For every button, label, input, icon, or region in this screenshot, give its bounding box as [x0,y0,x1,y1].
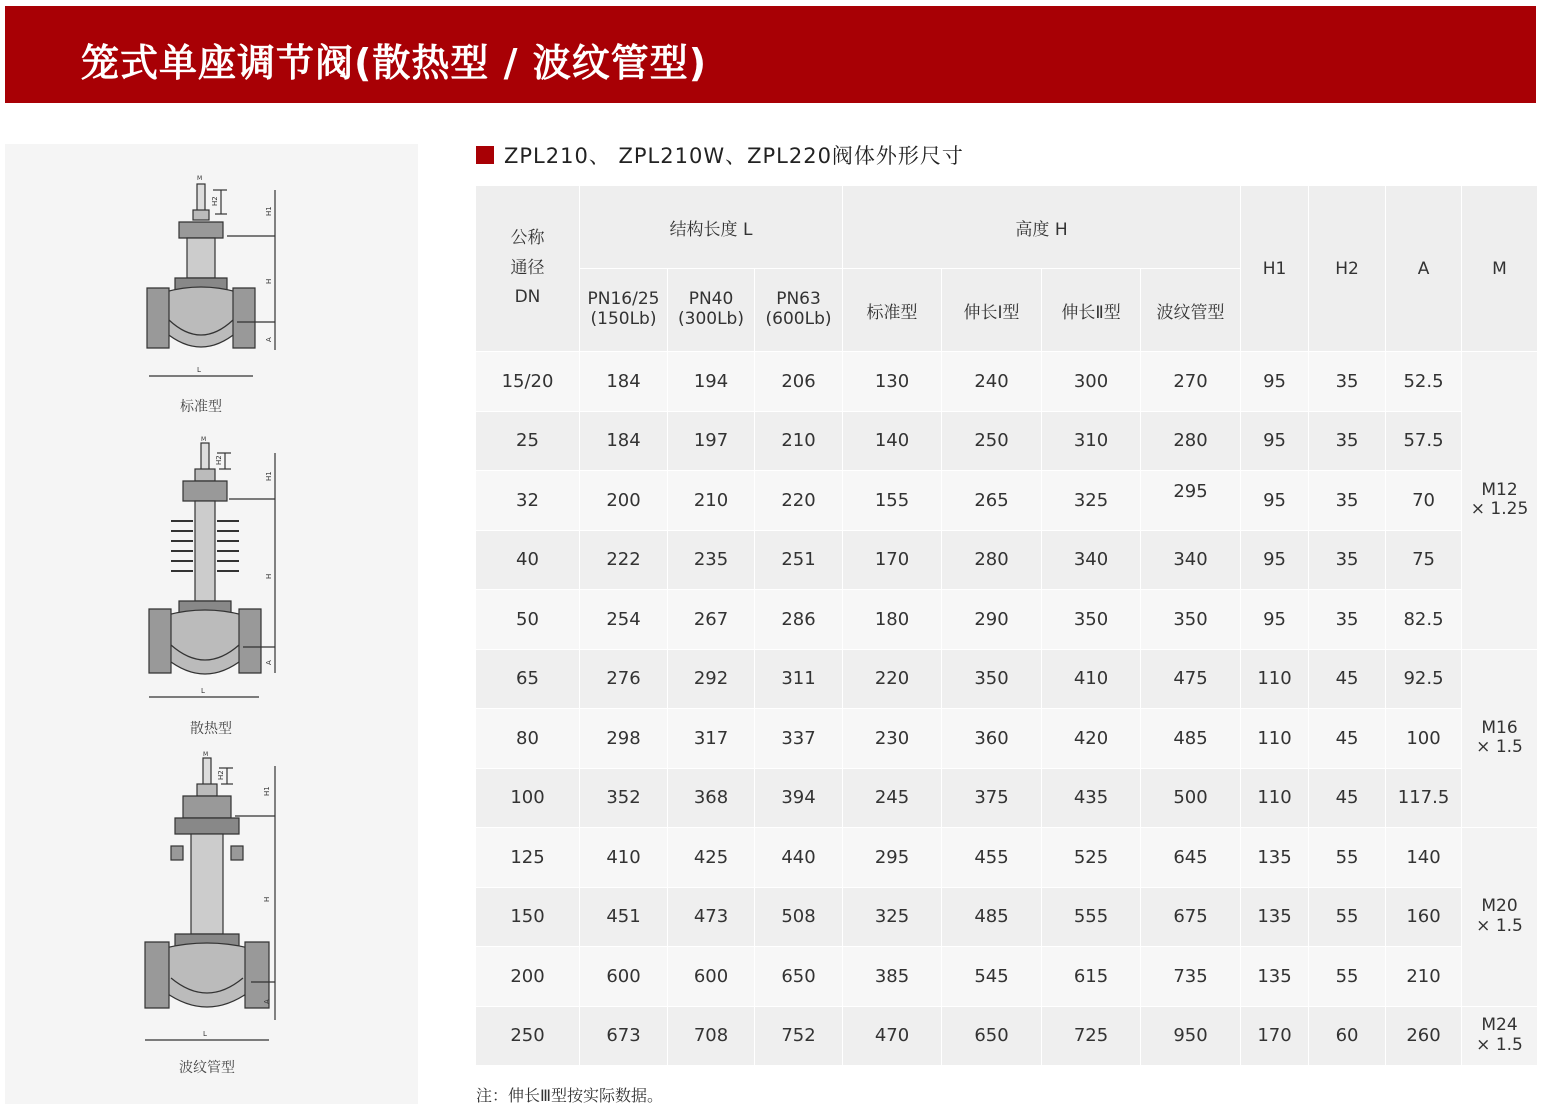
cell-h-ext2: 410 [1042,649,1141,709]
cell-l-pn16: 222 [580,530,668,590]
dim-label-h2: H2 [217,770,225,780]
dim-label-h: H [265,573,273,579]
cell-h-ext2: 325 [1042,471,1141,531]
cell-l-pn16: 451 [580,887,668,947]
cell-h-ext1: 455 [942,828,1042,888]
cell-l-pn63: 394 [755,768,843,828]
cell-h-standard: 140 [843,411,942,471]
section-title: ZPL210、 ZPL210W、ZPL220阀体外形尺寸 [504,144,964,168]
cell-l-pn40: 235 [668,530,755,590]
dim-label-h: H [263,896,271,902]
cell-dn: 40 [476,530,580,590]
heat-dissipation-valve-drawing [135,433,285,703]
cell-h-standard: 170 [843,530,942,590]
header-length-pn16: PN16/25 (150Lb) [580,269,668,352]
header-h2: H2 [1309,186,1386,352]
cell-h-bellows: 340 [1141,530,1241,590]
cell-h2: 55 [1309,828,1386,888]
table-row [476,887,1538,947]
cell-dn: 15/20 [476,352,580,412]
cell-h2: 35 [1309,530,1386,590]
cell-h-ext2: 615 [1042,947,1141,1007]
cell-l-pn40: 368 [668,768,755,828]
header-height-ext1: 伸长Ⅰ型 [942,269,1042,352]
cell-l-pn63: 508 [755,887,843,947]
cell-l-pn16: 410 [580,828,668,888]
cell-h-ext2: 310 [1042,411,1141,471]
title-banner [5,6,1536,103]
cell-h-bellows: 295 [1141,471,1241,531]
cell-l-pn16: 200 [580,471,668,531]
dim-label-a: A [263,999,271,1004]
cell-h-standard: 470 [843,1006,942,1066]
cell-l-pn40: 197 [668,411,755,471]
cell-h-ext1: 375 [942,768,1042,828]
cell-h-bellows: 950 [1141,1006,1241,1066]
cell-l-pn63: 251 [755,530,843,590]
cell-l-pn16: 298 [580,709,668,769]
cell-a: 160 [1386,887,1462,947]
cell-l-pn16: 673 [580,1006,668,1066]
cell-h2: 45 [1309,768,1386,828]
table-row [476,411,1538,471]
header-h1: H1 [1241,186,1309,352]
cell-l-pn40: 317 [668,709,755,769]
dim-label-l: L [201,687,205,695]
dimension-table-wrap [475,185,1537,1066]
cell-h-bellows: 645 [1141,828,1241,888]
header-length-pn63: PN63 (600Lb) [755,269,843,352]
cell-h-ext1: 545 [942,947,1042,1007]
cell-l-pn16: 600 [580,947,668,1007]
cell-l-pn63: 210 [755,411,843,471]
cell-h-standard: 220 [843,649,942,709]
cell-h-standard: 130 [843,352,942,412]
cell-l-pn16: 254 [580,590,668,650]
dim-label-h1: H1 [265,206,273,216]
table-row [476,649,1538,709]
section-heading [476,142,964,168]
cell-h2: 35 [1309,471,1386,531]
cell-h1: 135 [1241,828,1309,888]
dim-label-a: A [265,337,273,342]
cell-l-pn63: 206 [755,352,843,412]
dim-label-h: H [265,278,273,284]
cell-h-ext2: 555 [1042,887,1141,947]
heat-dissipation-valve-caption: 散热型 [190,721,232,737]
cell-h-ext1: 485 [942,887,1042,947]
cell-h1: 110 [1241,768,1309,828]
cell-dn: 32 [476,471,580,531]
cell-m-group-3: M20 × 1.5 [1462,828,1538,1007]
cell-h1: 95 [1241,530,1309,590]
cell-h-standard: 245 [843,768,942,828]
cell-dn: 65 [476,649,580,709]
cell-l-pn40: 292 [668,649,755,709]
dim-label-h2: H2 [215,455,223,465]
table-row [476,590,1538,650]
cell-h-ext2: 350 [1042,590,1141,650]
cell-l-pn40: 425 [668,828,755,888]
standard-valve-drawing [135,170,285,385]
cell-h2: 55 [1309,947,1386,1007]
dim-label-a: A [265,660,273,665]
cell-h2: 35 [1309,590,1386,650]
cell-h-ext1: 250 [942,411,1042,471]
cell-h-ext2: 435 [1042,768,1141,828]
dim-label-l: L [203,1030,207,1038]
cell-h-standard: 325 [843,887,942,947]
cell-h-standard: 295 [843,828,942,888]
cell-h-ext1: 360 [942,709,1042,769]
header-dn-line1: 公称 [510,227,545,248]
dim-label-h1: H1 [263,786,271,796]
cell-h1: 95 [1241,411,1309,471]
cell-h-ext1: 290 [942,590,1042,650]
header-height-bellows: 波纹管型 [1141,269,1241,352]
cell-l-pn63: 650 [755,947,843,1007]
cell-l-pn40: 210 [668,471,755,531]
cell-a: 140 [1386,828,1462,888]
dim-label-m: M [203,751,209,758]
cell-l-pn40: 600 [668,947,755,1007]
header-length-pn40: PN40 (300Lb) [668,269,755,352]
cell-h1: 135 [1241,947,1309,1007]
table-body [476,352,1538,1066]
cell-h-standard: 385 [843,947,942,1007]
cell-h-ext2: 525 [1042,828,1141,888]
header-dn [476,186,580,352]
cell-h-ext1: 265 [942,471,1042,531]
cell-h2: 35 [1309,352,1386,412]
cell-h-ext1: 240 [942,352,1042,412]
cell-h1: 95 [1241,590,1309,650]
cell-h-bellows: 500 [1141,768,1241,828]
header-m: M [1462,186,1538,352]
cell-h2: 35 [1309,411,1386,471]
cell-h-bellows: 280 [1141,411,1241,471]
cell-h1: 95 [1241,352,1309,412]
table-row [476,1006,1538,1066]
cell-a: 117.5 [1386,768,1462,828]
cell-dn: 25 [476,411,580,471]
cell-h-ext2: 725 [1042,1006,1141,1066]
cell-h1: 170 [1241,1006,1309,1066]
cell-a: 52.5 [1386,352,1462,412]
cell-a: 92.5 [1386,649,1462,709]
cell-m-group-2: M16 × 1.5 [1462,649,1538,828]
cell-h-bellows: 485 [1141,709,1241,769]
header-dn-line3: DN [514,287,541,308]
cell-a: 82.5 [1386,590,1462,650]
cell-l-pn16: 184 [580,411,668,471]
cell-h-standard: 180 [843,590,942,650]
header-a: A [1386,186,1462,352]
cell-h2: 45 [1309,709,1386,769]
cell-a: 260 [1386,1006,1462,1066]
table-row [476,828,1538,888]
cell-l-pn16: 276 [580,649,668,709]
cell-a: 57.5 [1386,411,1462,471]
table-row [476,768,1538,828]
cell-h-ext2: 340 [1042,530,1141,590]
cell-l-pn40: 267 [668,590,755,650]
cell-dn: 250 [476,1006,580,1066]
cell-h1: 135 [1241,887,1309,947]
cell-h1: 95 [1241,471,1309,531]
cell-m-group-4: M24 × 1.5 [1462,1006,1538,1066]
cell-dn: 125 [476,828,580,888]
section-marker-icon [476,146,494,164]
cell-h-ext1: 280 [942,530,1042,590]
header-height-group: 高度 H [843,186,1241,269]
cell-h2: 55 [1309,887,1386,947]
standard-valve-caption: 标准型 [180,399,222,415]
footnote: 注：伸长Ⅲ型按实际数据。 [476,1086,664,1104]
cell-h-ext2: 420 [1042,709,1141,769]
dim-label-h2: H2 [211,196,219,206]
dim-label-m: M [197,175,203,182]
cell-a: 100 [1386,709,1462,769]
cell-l-pn40: 708 [668,1006,755,1066]
bellows-valve-caption: 波纹管型 [179,1060,235,1076]
table-row [476,530,1538,590]
cell-h-ext1: 650 [942,1006,1042,1066]
cell-l-pn16: 352 [580,768,668,828]
cell-a: 210 [1386,947,1462,1007]
cell-l-pn63: 337 [755,709,843,769]
cell-l-pn40: 473 [668,887,755,947]
cell-dn: 150 [476,887,580,947]
cell-h2: 45 [1309,649,1386,709]
table-row [476,471,1538,531]
cell-l-pn63: 311 [755,649,843,709]
cell-l-pn63: 440 [755,828,843,888]
cell-dn: 100 [476,768,580,828]
header-height-standard: 标准型 [843,269,942,352]
cell-h-standard: 155 [843,471,942,531]
cell-h-standard: 230 [843,709,942,769]
cell-h1: 110 [1241,649,1309,709]
cell-l-pn63: 286 [755,590,843,650]
cell-h-bellows: 350 [1141,590,1241,650]
cell-h-bellows: 270 [1141,352,1241,412]
cell-h-ext2: 300 [1042,352,1141,412]
cell-dn: 80 [476,709,580,769]
cell-l-pn63: 220 [755,471,843,531]
header-height-ext2: 伸长Ⅱ型 [1042,269,1141,352]
cell-dn: 50 [476,590,580,650]
dim-label-h1: H1 [265,471,273,481]
cell-h-bellows: 475 [1141,649,1241,709]
cell-h-bellows: 735 [1141,947,1241,1007]
cell-m-group-1: M12 × 1.25 [1462,352,1538,650]
dimension-table [475,185,1538,1066]
page-title: 笼式单座调节阀(散热型 / 波纹管型) [81,41,708,85]
cell-a: 75 [1386,530,1462,590]
cell-h2: 60 [1309,1006,1386,1066]
cell-l-pn63: 752 [755,1006,843,1066]
table-row [476,709,1538,769]
header-length-group: 结构长度 L [580,186,843,269]
cell-a: 70 [1386,471,1462,531]
dim-label-l: L [197,366,201,374]
cell-l-pn16: 184 [580,352,668,412]
cell-dn: 200 [476,947,580,1007]
cell-h1: 110 [1241,709,1309,769]
cell-h-ext1: 350 [942,649,1042,709]
table-row [476,947,1538,1007]
bellows-valve-drawing [135,750,285,1050]
cell-l-pn40: 194 [668,352,755,412]
dim-label-m: M [201,436,207,443]
table-row [476,352,1538,412]
cell-h-bellows: 675 [1141,887,1241,947]
header-dn-line2: 通径 [510,257,545,278]
